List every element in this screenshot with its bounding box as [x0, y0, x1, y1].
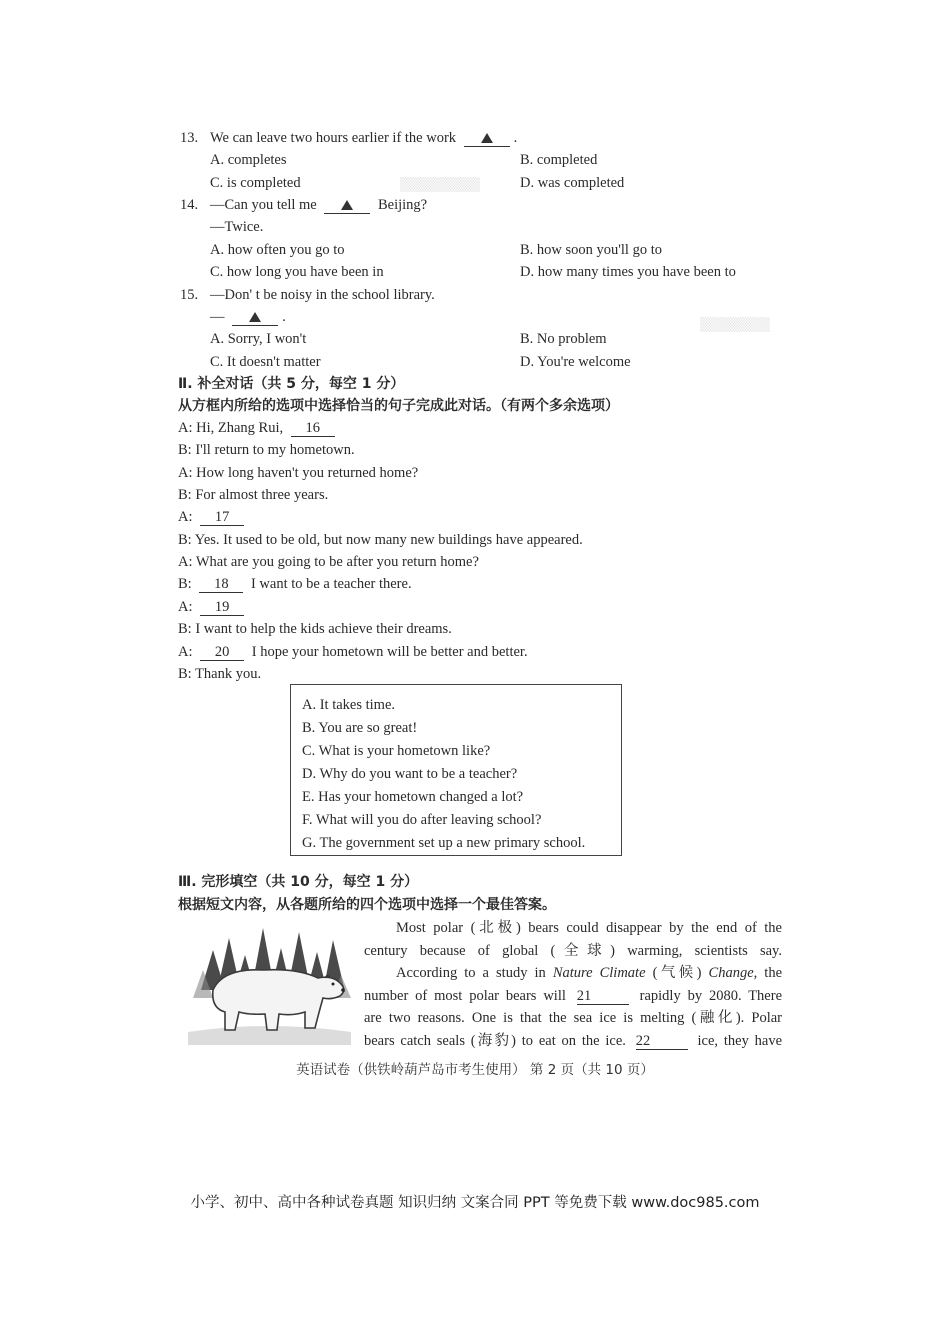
box-option: G. The government set up a new primary school.: [302, 835, 586, 851]
dialogue-line: [178, 664, 261, 684]
stem-text-end: .: [513, 130, 518, 146]
dialogue-text: Thank you.: [195, 665, 262, 682]
speaker-label: B:: [178, 531, 192, 548]
stem-text: —Can you tell me: [210, 197, 317, 213]
passage-text: number of most polar bears will: [364, 987, 566, 1004]
box-option: C. What is your hometown like?: [302, 743, 491, 759]
passage-text: According to a study in: [396, 965, 546, 981]
answer-blank: 18: [199, 576, 243, 593]
option-d: D. You're welcome: [520, 354, 631, 370]
dialogue-line: [178, 642, 528, 662]
passage-line: [364, 962, 782, 985]
speaker-label: A:: [178, 420, 193, 436]
dialogue-text: Hi, Zhang Rui,: [196, 420, 284, 436]
answer-blank: 19: [200, 599, 244, 616]
passage-text: bears catch seals (海豹) to eat on the ice.: [364, 1032, 626, 1049]
reply-text: —Twice.: [210, 219, 264, 235]
polar-bear-illustration: [183, 920, 353, 1045]
box-option: A. It takes time.: [302, 697, 396, 713]
passage-text: ice, they have: [697, 1032, 782, 1049]
journal-name: Change: [708, 965, 754, 981]
dialogue-text: For almost three years.: [195, 487, 329, 504]
question-number: 14.: [180, 197, 199, 213]
download-watermark: 小学、初中、高中各种试卷真题 知识归纳 文案合同 PPT 等免费下载 www.doc985.com: [190, 1195, 760, 1211]
passage-line: are two reasons. One is that the sea ice is melting (融化). Polar: [364, 1010, 782, 1026]
triangle-icon: [249, 312, 261, 322]
answer-blank: 16: [291, 420, 335, 437]
question-stem: —Don' t be noisy in the school library.: [210, 287, 435, 303]
answer-blank: 21: [577, 988, 629, 1005]
dialogue-line: [178, 440, 355, 460]
speaker-label: A:: [178, 509, 193, 526]
dialogue-text: I'll return to my hometown.: [195, 442, 355, 459]
reply-dash: —: [210, 309, 225, 325]
option-c: C. how long you have been in: [210, 264, 384, 280]
option-a: A. completes: [210, 152, 287, 168]
answer-blank: 17: [200, 509, 244, 526]
passage-line: Most polar (北极) bears could disappear by the end of the: [396, 920, 782, 936]
stem-text-end: Beijing?: [377, 197, 428, 213]
box-option: B. You are so great!: [302, 720, 418, 736]
dialogue-text: How long haven't you returned home?: [196, 464, 419, 481]
triangle-icon: [341, 200, 353, 210]
dialogue-line: [178, 530, 583, 550]
options-box: [290, 684, 622, 856]
dialogue-line: [178, 507, 248, 527]
box-option: D. Why do you want to be a teacher?: [302, 766, 518, 782]
speaker-label: B:: [178, 665, 192, 682]
question-number: 15.: [180, 287, 199, 303]
speaker-label: A:: [178, 598, 193, 615]
dialogue-line: [178, 463, 418, 483]
reply-line: [210, 307, 286, 327]
dialogue-line: [178, 418, 339, 438]
question-number: 13.: [180, 130, 199, 146]
answer-blank: 20: [200, 644, 244, 661]
option-a: A. Sorry, I won't: [210, 331, 307, 347]
passage-line: [364, 1030, 782, 1053]
speaker-label: B:: [178, 442, 192, 459]
question-stem: [210, 128, 517, 148]
answer-blank: 22: [636, 1033, 688, 1050]
option-d: D. how many times you have been to: [520, 264, 736, 280]
passage-line: century because of global (全球) warming, scientists say.: [364, 942, 782, 959]
dialogue-text: I want to be a teacher there.: [250, 576, 412, 593]
dialogue-line: [178, 485, 328, 505]
section-heading: Ⅲ. 完形填空（共 10 分，每空 1 分）: [178, 874, 419, 890]
box-option: E. Has your hometown changed a lot?: [302, 789, 524, 805]
section-instruction: 从方框内所给的选项中选择恰当的句子完成此对话。（有两个多余选项）: [178, 398, 619, 414]
triangle-icon: [481, 133, 493, 143]
cloze-passage: [364, 917, 782, 1052]
answer-blank: [232, 309, 278, 326]
passage-text: rapidly by 2080. There: [639, 987, 783, 1004]
speaker-label: A:: [178, 464, 193, 481]
option-a: A. how often you go to: [210, 242, 345, 258]
speaker-label: A:: [178, 554, 193, 571]
option-b: B. No problem: [520, 331, 607, 347]
option-b: B. completed: [520, 152, 598, 168]
dialogue-text: I want to help the kids achieve their dreams.: [195, 621, 452, 638]
dialogue-line: [178, 597, 248, 617]
question-stem: [210, 195, 427, 215]
dialogue-text: I hope your hometown will be better and better.: [251, 643, 528, 660]
option-b: B. how soon you'll go to: [520, 242, 662, 258]
answer-blank: [464, 130, 510, 147]
option-c: C. It doesn't matter: [210, 354, 321, 370]
dialogue-text: Yes. It used to be old, but now many new buildings have appeared.: [194, 531, 583, 548]
section-heading: Ⅱ. 补全对话（共 5 分，每空 1 分）: [178, 376, 405, 392]
passage-line: [364, 985, 782, 1008]
journal-name: Nature Climate: [552, 965, 646, 981]
speaker-label: B:: [178, 487, 192, 504]
speaker-label: A:: [178, 643, 193, 660]
passage-text: , the: [753, 965, 783, 981]
option-c: C. is completed: [210, 175, 301, 191]
box-option: F. What will you do after leaving school?: [302, 812, 542, 828]
option-d: D. was completed: [520, 175, 625, 191]
dialogue-line: [178, 619, 452, 639]
passage-text: (气候): [652, 965, 702, 981]
dialogue-line: [178, 574, 412, 594]
stem-text: We can leave two hours earlier if the work: [210, 130, 457, 146]
reply-end: .: [282, 309, 286, 325]
page-footer: 英语试卷（供铁岭葫芦岛市考生使用） 第 2 页（共 10 页）: [296, 1062, 654, 1078]
dialogue-text: What are you going to be after you return home?: [195, 554, 479, 571]
bleed-through-text: ▒▒▒▒▒▒▒▒: [400, 178, 480, 193]
dialogue-line: [178, 552, 479, 572]
speaker-label: B:: [178, 621, 192, 638]
speaker-label: B:: [178, 576, 192, 593]
answer-blank: [324, 197, 370, 214]
section-instruction: 根据短文内容，从各题所给的四个选项中选择一个最佳答案。: [178, 897, 556, 913]
bleed-through-text: ▒▒▒▒▒▒▒: [700, 318, 770, 333]
